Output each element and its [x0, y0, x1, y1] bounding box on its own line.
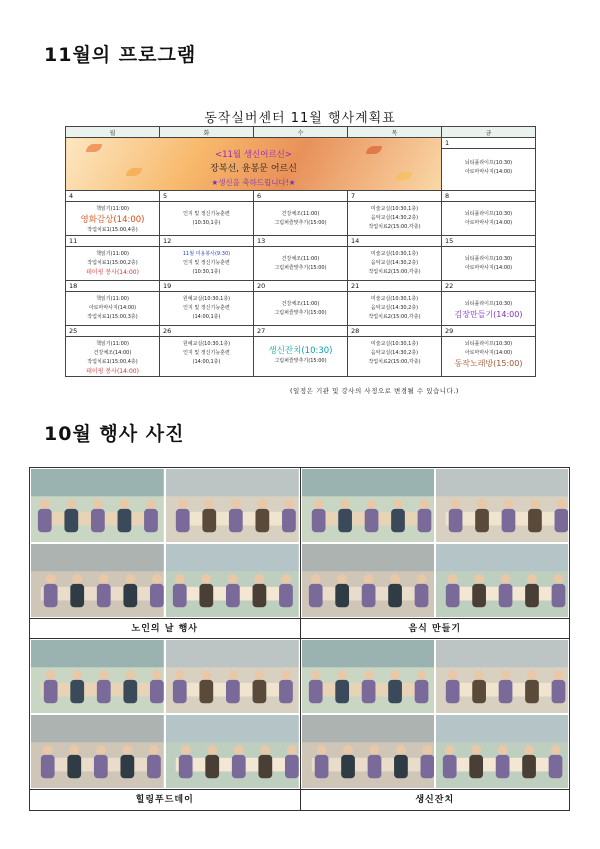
- activity: 작업치료1(15:00,4층): [87, 359, 138, 365]
- event-photo: [435, 543, 569, 618]
- calendar-day-cell: [348, 236, 442, 281]
- activity: 생신잔치(10:30): [268, 346, 333, 356]
- photo-grid-top: [29, 467, 570, 640]
- day-number: 18: [66, 281, 159, 292]
- weekday-mon: 월: [66, 127, 160, 138]
- event-photo: [30, 468, 165, 543]
- activity: 아로마마사지(14:00): [464, 265, 513, 271]
- activity: 미술교실(10:30,1층): [370, 296, 419, 302]
- activity: 작업치료1(15:00,2층): [87, 260, 138, 266]
- activity: 11월 미용봉사(9:30): [182, 251, 231, 257]
- activity: 인지 및 정신기능훈련: [183, 211, 230, 217]
- weekday-wed: 수: [254, 127, 348, 138]
- activity: 그림퍼즐맞추기(15:00): [274, 265, 327, 271]
- calendar-week-1: [66, 138, 536, 191]
- activity: 작업치료2(15:00,각층): [368, 359, 421, 365]
- day-number: 19: [160, 281, 253, 292]
- activity: 테이핑 봉사(14:00): [86, 368, 139, 375]
- day-number: 27: [254, 326, 347, 337]
- activity: 원예교실(10:30,1층): [182, 341, 231, 347]
- calendar-day-cell: [160, 191, 254, 236]
- day-number: 14: [348, 236, 441, 247]
- event-photo: [435, 468, 569, 543]
- day-number: 29: [442, 326, 535, 337]
- day-number: 1: [442, 138, 535, 149]
- banner-heading: <11월 생신어르신>: [214, 150, 293, 160]
- weekday-fri: 금: [442, 127, 536, 138]
- activity: 건강체조(11:00): [281, 256, 320, 262]
- event-photo: [165, 639, 300, 714]
- activity: 아로마마사지(14:00): [464, 169, 513, 175]
- activity: 뇌티플라이프(10:30): [464, 341, 513, 347]
- day-number: 26: [160, 326, 253, 337]
- calendar-day-cell: [348, 326, 442, 377]
- event-photo: [30, 543, 165, 618]
- activity: 인지 및 정신기능훈련: [183, 350, 230, 356]
- calendar-day-cell: [254, 191, 348, 236]
- day-number: 4: [66, 191, 159, 202]
- activity: 책읽기(11:00): [96, 296, 129, 302]
- activity: (14:00,1층): [192, 314, 221, 320]
- birthday-banner: [66, 138, 442, 191]
- calendar-week-2: [66, 191, 536, 236]
- activity: 작업치료2(15:00,각층): [368, 314, 421, 320]
- event-photo: [30, 639, 165, 714]
- activity: 뇌티플라이프(10:30): [464, 160, 513, 166]
- calendar-week-5: [66, 326, 536, 377]
- photo-caption: 노인의 날 행사: [131, 624, 198, 634]
- calendar-day-cell: [160, 281, 254, 326]
- activity: 뇌티플라이프(10:30): [464, 301, 513, 307]
- photo-group-cooking: [300, 468, 570, 618]
- activity: 그림퍼즐맞추기(15:00): [274, 310, 327, 316]
- activity: 김장만들기(14:00): [454, 310, 523, 319]
- photo-grid-bottom: [29, 638, 570, 811]
- weekday-thu: 목: [348, 127, 442, 138]
- calendar-week-3: [66, 236, 536, 281]
- activity: 작업치료1(15:00,4층): [87, 227, 138, 233]
- calendar-day-cell: [442, 281, 536, 326]
- photo-group-elderly-day: [30, 468, 300, 618]
- activity: 아로마마사지(14:00): [464, 220, 513, 226]
- activity: 영화감상(14:00): [80, 215, 145, 225]
- activity: 미술교실(10:30,1층): [370, 251, 419, 257]
- day-number: 7: [348, 191, 441, 202]
- activity: (10:30,1층): [192, 269, 221, 275]
- activity: (10:30,1층): [192, 220, 221, 226]
- activity: (14:00,1층): [192, 359, 221, 365]
- calendar-day-cell: [66, 326, 160, 377]
- photo-group-healing-food: [30, 639, 300, 789]
- calendar-day-cell: [160, 326, 254, 377]
- activity: 건강체조(14:00): [93, 350, 132, 356]
- day-number: 25: [66, 326, 159, 337]
- activity: 그림퍼즐맞추기(15:00): [274, 358, 327, 364]
- day-number: 21: [348, 281, 441, 292]
- calendar-day-cell: [442, 236, 536, 281]
- activity: 작업치료1(15:00,3층): [87, 314, 138, 320]
- calendar-day-cell: [442, 138, 536, 191]
- day-number: 5: [160, 191, 253, 202]
- event-photo: [301, 639, 435, 714]
- calendar-day-cell: [254, 281, 348, 326]
- day-number: 12: [160, 236, 253, 247]
- activity: 미술교실(10:30,1층): [370, 341, 419, 347]
- event-photo: [435, 714, 569, 789]
- day-number: 11: [66, 236, 159, 247]
- calendar-day-cell: [348, 281, 442, 326]
- calendar-day-cell: [160, 236, 254, 281]
- weekday-tue: 화: [160, 127, 254, 138]
- calendar-day-cell: [348, 191, 442, 236]
- activity: 테이핑 봉사(14:00): [86, 269, 139, 276]
- activity: 책읽기(11:00): [96, 206, 129, 212]
- activity: 아로마마사지(14:00): [464, 350, 513, 356]
- event-photo: [165, 714, 300, 789]
- weekday-header-row: [66, 127, 536, 138]
- day-number: 22: [442, 281, 535, 292]
- activity: 인지 및 정신기능훈련: [183, 305, 230, 311]
- event-photo: [165, 543, 300, 618]
- activity: 음악교실(14:30,2층): [370, 260, 419, 266]
- day-number: 28: [348, 326, 441, 337]
- activity: 책읽기(11:00): [96, 341, 129, 347]
- event-photo: [301, 543, 435, 618]
- activity: 작업치료2(15:00,각층): [368, 224, 421, 230]
- banner-message: ★생신을 축하드립니다!★: [211, 178, 296, 187]
- calendar-day-cell: [442, 326, 536, 377]
- event-photo: [165, 468, 300, 543]
- event-photo: [301, 714, 435, 789]
- calendar-day-cell: [66, 281, 160, 326]
- activity: 음악교실(14:30,2층): [370, 350, 419, 356]
- activity: 음악교실(14:30,2층): [370, 215, 419, 221]
- activity: 아로마마사지(14:00): [88, 305, 137, 311]
- activity: 인지 및 정신기능훈련: [183, 260, 230, 266]
- activity: 건강체조(11:00): [281, 211, 320, 217]
- activity: 원예교실(10:30,1층): [182, 296, 231, 302]
- day-number: 6: [254, 191, 347, 202]
- calendar-title: 동작실버센터 11월 행사계획표: [204, 111, 396, 126]
- activity: 동작노래방(15:00): [454, 359, 523, 368]
- photo-caption: 힐링푸드데이: [135, 795, 194, 805]
- activity: 미술교실(10:30,1층): [370, 206, 419, 212]
- activity: 뇌티플라이프(10:30): [464, 256, 513, 262]
- activity: 작업치료2(15:00,각층): [368, 269, 421, 275]
- activity: 건강체조(11:00): [281, 301, 320, 307]
- calendar-day-cell: [254, 236, 348, 281]
- activity: 음악교실(14:30,2층): [370, 305, 419, 311]
- calendar-week-4: [66, 281, 536, 326]
- activity: 그림퍼즐맞추기(15:00): [274, 220, 327, 226]
- activity: 책읽기(11:00): [96, 251, 129, 257]
- event-photo: [301, 468, 435, 543]
- photo-group-birthday-party: [300, 639, 570, 789]
- day-number: 20: [254, 281, 347, 292]
- calendar-day-cell: [66, 191, 160, 236]
- photo-caption: 생신잔치: [300, 790, 570, 810]
- calendar-day-cell: [442, 191, 536, 236]
- schedule-change-note: (일정은 기관 및 강사의 사정으로 변경될 수 있습니다.): [290, 387, 459, 395]
- photos-section-title: 10월 행사 사진: [44, 423, 185, 445]
- calendar-day-cell: [254, 326, 348, 377]
- banner-names: 장복선, 윤봉문 어르신: [210, 164, 297, 174]
- event-photo: [435, 639, 569, 714]
- schedule-calendar: [65, 126, 536, 377]
- day-number: 8: [442, 191, 535, 202]
- day-number: 15: [442, 236, 535, 247]
- program-section-title: 11월의 프로그램: [44, 44, 197, 66]
- calendar-day-cell: [66, 236, 160, 281]
- event-photo: [30, 714, 165, 789]
- photo-caption: 음식 만들기: [300, 619, 570, 639]
- activity: 뇌티플라이프(10:30): [464, 211, 513, 217]
- day-number: 13: [254, 236, 347, 247]
